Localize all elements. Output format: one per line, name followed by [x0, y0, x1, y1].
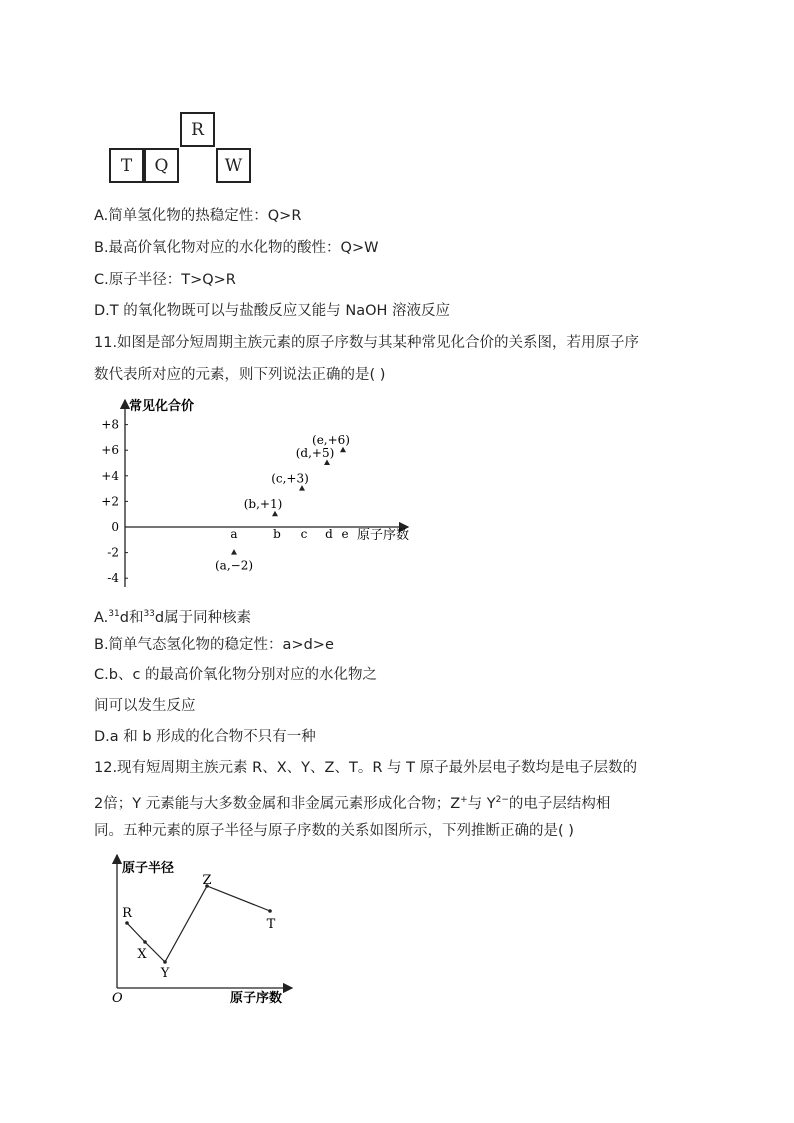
q11-option-c-line2: 间可以发生反应 — [94, 698, 196, 714]
point-label: X — [137, 947, 147, 962]
data-point — [268, 909, 272, 913]
x-category-label: b — [273, 527, 281, 541]
data-label: (c,+3) — [271, 471, 309, 486]
x-category-label: d — [325, 527, 333, 541]
x-axis-label: 原子序数 — [230, 991, 283, 1006]
q11-option-a-suffix: d属于同种核素 — [154, 609, 252, 626]
data-point — [324, 460, 330, 466]
cell-Q: Q — [144, 148, 179, 183]
point-label: T — [266, 917, 276, 932]
q10-option-b: B.最高价氧化物对应的水化物的酸性：Q>W — [94, 240, 379, 256]
q11-option-a — [94, 604, 251, 628]
q12-line2-a: 2倍；Y 元素能与大多数金属和非金属元素形成化合物；Z — [94, 795, 461, 812]
q11-option-a-prefix: A. — [94, 609, 109, 626]
point-label: Y — [160, 966, 170, 981]
x-axis-label: 原子序数 — [357, 528, 410, 543]
data-point — [299, 485, 305, 491]
data-point — [163, 960, 167, 964]
data-label: (b,+1) — [243, 497, 283, 512]
q11-option-c-line1: C.b、c 的最高价氧化物分别对应的水化物之 — [94, 667, 378, 683]
data-label: (a,−2) — [214, 558, 254, 573]
q10-option-a: A.简单氢化物的热稳定性：Q>R — [94, 208, 302, 224]
cell-T: T — [109, 148, 144, 183]
radius-line — [127, 886, 270, 962]
x-category-label: c — [300, 527, 308, 541]
cell-R: R — [180, 112, 215, 147]
y-tick-label: -4 — [107, 571, 119, 586]
valence-chart — [95, 392, 425, 592]
origin-label: O — [112, 991, 123, 1006]
q12-line2-sup2: 2− — [495, 795, 509, 805]
y-tick-label: 0 — [111, 520, 119, 534]
y-tick-label: +2 — [101, 494, 119, 509]
point-label: Z — [202, 873, 212, 888]
q11-option-a-mid: d和 — [119, 609, 144, 626]
q10-option-c: C.原子半径：T>Q>R — [94, 272, 236, 288]
cell-W: W — [216, 148, 251, 183]
q12-line2-sup1: + — [460, 795, 468, 805]
y-tick-label: +8 — [101, 417, 119, 432]
q10-option-d: D.T 的氧化物既可以与盐酸反应又能与 NaOH 溶液反应 — [94, 303, 451, 319]
q11-option-b: B.简单气态氢化物的稳定性：a>d>e — [94, 637, 334, 653]
x-category-label: a — [230, 527, 238, 541]
data-point — [125, 921, 129, 925]
q11-option-d: D.a 和 b 形成的化合物不只有一种 — [94, 729, 316, 745]
y-axis-label: 原子半径 — [122, 861, 175, 876]
data-point — [231, 549, 237, 555]
q12-line2-b: 与 Y — [467, 795, 496, 812]
y-tick-label: -2 — [107, 545, 119, 560]
y-tick-label: +4 — [101, 468, 119, 483]
q12-stem-line2 — [94, 790, 610, 814]
y-tick-label: +6 — [101, 443, 119, 458]
point-label: R — [122, 906, 132, 921]
data-point — [143, 940, 147, 944]
q11-option-a-sup2: 33 — [143, 609, 155, 619]
data-label: (e,+6) — [312, 433, 350, 448]
y-axis-label: 常见化合价 — [129, 399, 195, 414]
q11-stem-line2: 数代表所对应的元素，则下列说法正确的是( ) — [94, 367, 386, 383]
q12-stem-line1: 12.现有短周期主族元素 R、X、Y、Z、T。R 与 T 原子最外层电子数均是电子层数的 — [94, 760, 638, 776]
q11-option-a-sup1: 31 — [108, 609, 120, 619]
data-label: (d,+5) — [295, 446, 335, 460]
x-category-label: e — [341, 527, 349, 541]
data-point — [272, 511, 278, 517]
q11-stem-line1: 11.如图是部分短周期主族元素的原子序数与其某种常见化合价的关系图，若用原子序 — [94, 335, 640, 351]
q12-line2-c: 的电子层结构相 — [508, 795, 611, 812]
data-point — [340, 447, 346, 453]
radius-chart — [100, 850, 310, 1015]
q12-stem-line3: 同。五种元素的原子半径与原子序数的关系如图所示，下列推断正确的是( ) — [94, 823, 574, 839]
